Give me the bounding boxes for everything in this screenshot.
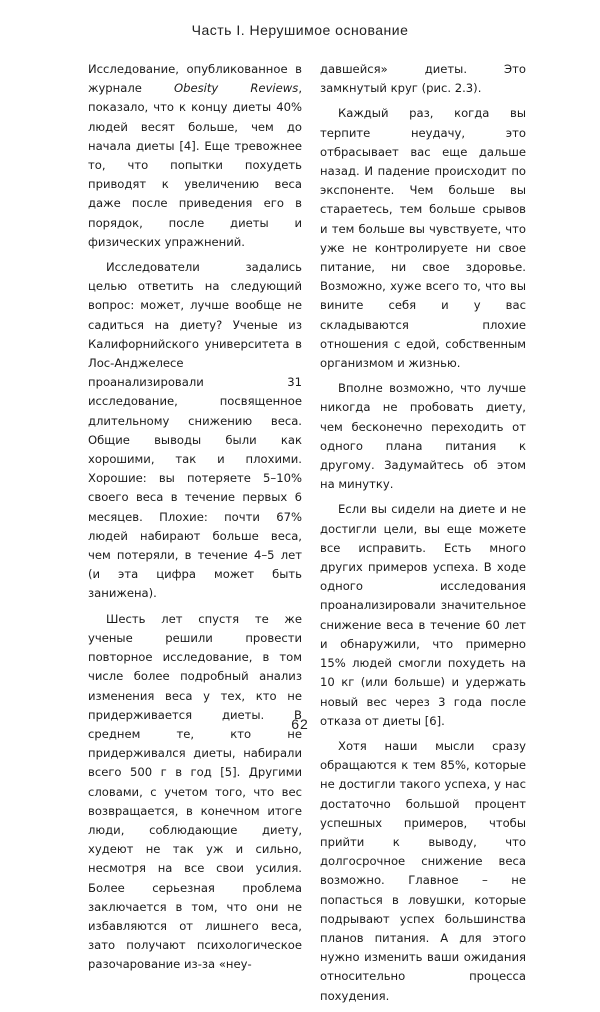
paragraph: давшейся» диеты. Это замкнутый круг (рис. 2.3). bbox=[320, 62, 526, 96]
paragraph: Хотя наши мысли сразу обращаются к тем 85%, которые не достигли такого успеха, у нас достаточно большой процент успешных примеров, чтобы прийти к выводу, что долгосрочное снижение веса возможно. Главное – не попасться в ловушки, которые подрывают успех большинства планов питания. А для этого нужно изменить ваши ожидания относительно процесса похудения. bbox=[320, 738, 526, 1003]
paragraph: Если вы сидели на диете и не достигли цели, вы еще можете все исправить. Есть много других примеров успеха. В ходе одного исследования проанализировали значительное снижение веса в течение 60 лет и обнаружили, что примерно 15% людей смогли похудеть на 10 кг (или больше) и удержать новый вес через 3 года после отказа от диеты [6]. bbox=[320, 502, 526, 728]
right-column bbox=[320, 60, 526, 1012]
paragraph-text: , показало, что к концу диеты 40% людей весят больше, чем до начала диеты [4]. Еще тревожнее то, что попытки похудеть приводят к увеличению веса даже после приведения его в порядок, после диеты и физических упражнений. bbox=[88, 81, 302, 249]
paragraph bbox=[88, 60, 302, 252]
paragraph: Исследователи задались целью ответить на следующий вопрос: может, лучше вообще не садиться на диету? Ученые из Калифорнийского университета в Лос-Анджелесе проанализировали 31 исследование, посвященное длительному снижению веса. Общие выводы были как хорошими, так и плохими. Хорошие: вы потеряете 5–10% своего веса в течение первых 6 месяцев. Плохие: почти 67% людей набирают больше веса, чем потеряли, в течение 4–5 лет (и эта цифра может быть занижена). bbox=[88, 260, 302, 601]
paragraph: Вполне возможно, что лучше никогда не пробовать диету, чем бесконечно переходить от одного плана питания к другому. Задумайтесь об этом на минутку. bbox=[320, 381, 526, 492]
left-column bbox=[88, 60, 302, 981]
journal-title: Obesity Reviews bbox=[174, 81, 299, 96]
page-number: 62 bbox=[291, 716, 309, 732]
running-title: Часть I. Нерушимое основание bbox=[191, 22, 409, 38]
paragraph-text: Исследование, опубликованное в журнале bbox=[88, 62, 302, 96]
paragraph: Каждый раз, когда вы терпите неудачу, это отбрасывает вас еще дальше назад. И падение происходит по экспоненте. Чем больше вы стараетесь, тем больше срывов и тем больше вы чувствуете, что уже не контролируете ни свое питание, ни свое здоровье. Возможно, хуже всего то, что вы вините себя и у вас складываются плохие отношения с едой, собственным организмом и жизнью. bbox=[320, 106, 526, 371]
paragraph: Шесть лет спустя те же ученые решили провести повторное исследование, в том числе более подробный анализ изменения веса у тех, кто не придерживается диеты. В среднем те, кто не придерживался диеты, набирали всего 500 г в год [5]. Другими словами, с учетом того, что вес возвращается, в конечном итоге люди, соблюдающие диету, худеют не так уж и сильно, несмотря на все свои усилия. Более серьезная проблема заключается в том, что они не избавляются от лишнего веса, зато получают психологическое разочарование из-за «неу- bbox=[88, 611, 302, 972]
